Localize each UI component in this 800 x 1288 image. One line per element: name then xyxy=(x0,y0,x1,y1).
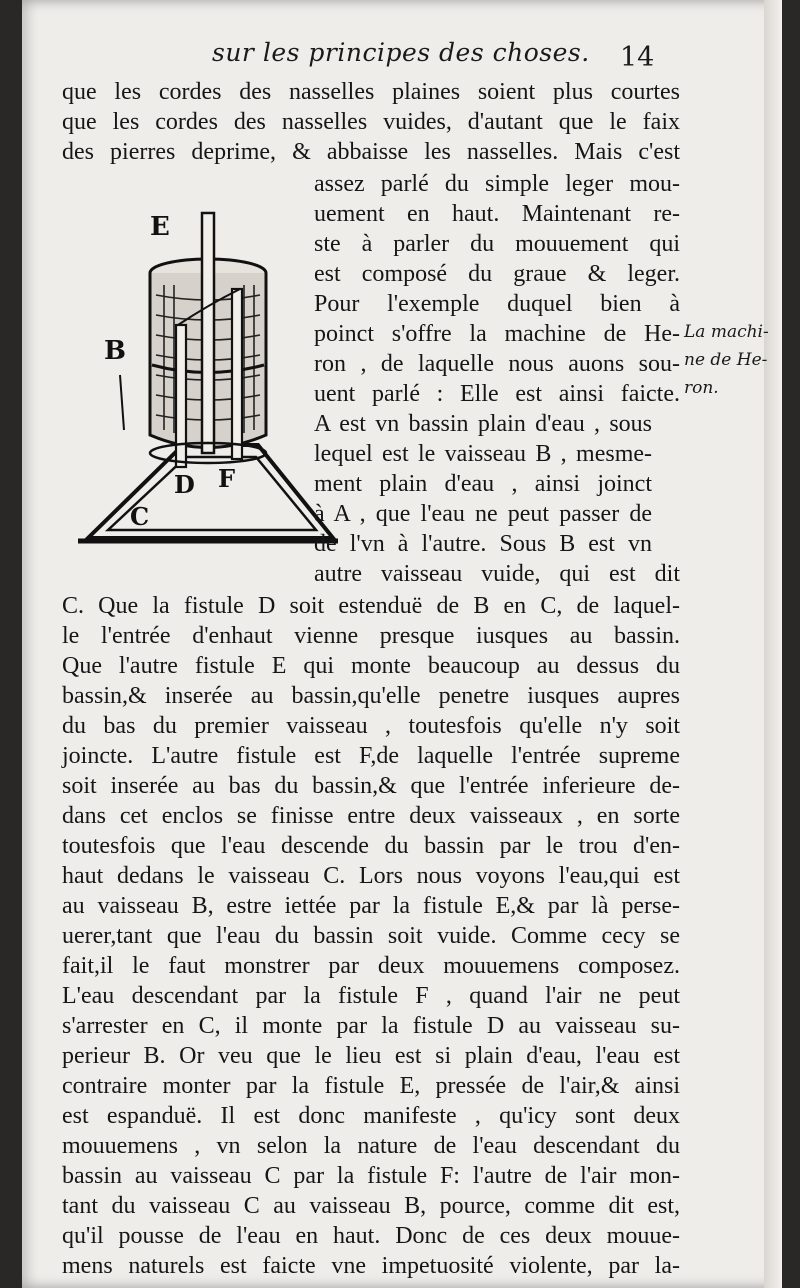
text-line: tant du vaisseau C au vaisseau B, pource, comme dit est, xyxy=(62,1193,680,1219)
text-line: de l'vn à l'autre. Sous B est vn xyxy=(314,531,652,557)
text-line: joincte. L'autre fistule est F,de laquelle l'entrée supreme xyxy=(62,743,680,769)
text-line: des pierres deprime, & abbaisse les nasselles. Mais c'est xyxy=(62,139,680,165)
text-line: uerer,tant que l'eau du bassin soit vuide. Comme cecy se xyxy=(62,923,680,949)
text-line: Que l'autre fistule E qui monte beaucoup au dessus du xyxy=(62,653,680,679)
figure-label-b: B xyxy=(104,336,126,366)
text-line: mouuemens , vn selon la nature de l'eau descendant du xyxy=(62,1133,680,1159)
heron-fountain-illustration xyxy=(68,205,348,555)
text-line: au vaisseau B, estre iettée par la fistule E,& par là perse- xyxy=(62,893,680,919)
text-line: que les cordes des nasselles plaines soient plus courtes xyxy=(62,79,680,105)
page-number: 14 xyxy=(620,42,655,73)
figure-label-c: C xyxy=(130,502,150,531)
text-line: à A , que l'eau ne peut passer de xyxy=(314,501,652,527)
figure-label-f: F xyxy=(218,464,236,493)
text-line: assez parlé du simple leger mou- xyxy=(314,171,680,197)
text-line: toutesfois que l'eau descende du bassin par le trou d'en- xyxy=(62,833,680,859)
text-line: fait,il le faut monstrer par deux mouuemens composez. xyxy=(62,953,680,979)
margin-note-line: La machi- xyxy=(684,322,769,342)
figure-label-d: D xyxy=(174,470,195,499)
text-line: perieur B. Or veu que le lieu est si plain d'eau, l'eau est xyxy=(62,1043,680,1069)
text-line: Pour l'exemple duquel bien à xyxy=(314,291,680,317)
text-line: haut dedans le vaisseau C. Lors nous voyons l'eau,qui est xyxy=(62,863,680,889)
text-line: contraire monter par la fistule E, pressée de l'air,& ainsi xyxy=(62,1073,680,1099)
text-line: ment plain d'eau , ainsi joinct xyxy=(314,471,652,497)
text-line: du bas du premier vaisseau , toutesfois qu'elle n'y soit xyxy=(62,713,680,739)
book-page xyxy=(22,0,782,1288)
figure-label-e: E xyxy=(150,212,170,242)
text-line: bassin au vaisseau C par la fistule F: l'autre de l'air mon- xyxy=(62,1163,680,1189)
text-line: que les cordes des nasselles vuides, d'autant que le faix xyxy=(62,109,680,135)
text-line: uement en haut. Maintenant re- xyxy=(314,201,680,227)
text-line: est espanduë. Il est donc manifeste , qu'icy sont deux xyxy=(62,1103,680,1129)
text-line: soit inserée au bas du bassin,& que l'entrée inferieure de- xyxy=(62,773,680,799)
text-line: uent parlé : Elle est ainsi faicte. xyxy=(314,381,680,407)
page-edge xyxy=(764,0,782,1288)
running-head: sur les principes des choses. xyxy=(212,38,590,67)
text-line: est composé du graue & leger. xyxy=(314,261,680,287)
text-line: C. Que la fistule D soit estenduë de B en C, de laquel- xyxy=(62,593,680,619)
text-line: qu'il pousse de l'eau en haut. Donc de ces deux mouue- xyxy=(62,1223,680,1249)
margin-note-line: ne de He- xyxy=(684,350,768,370)
text-line: L'eau descendant par la fistule F , quand l'air ne peut xyxy=(62,983,680,1009)
text-line: lequel est le vaisseau B , mesme- xyxy=(314,441,652,467)
text-line: autre vaisseau vuide, qui est dit xyxy=(314,561,680,587)
text-line: mens naturels est faicte vne impetuosité violente, par la- xyxy=(62,1253,680,1279)
text-line: A est vn bassin plain d'eau , sous xyxy=(314,411,652,437)
margin-note-line: ron. xyxy=(684,378,719,398)
text-line: poinct s'offre la machine de He- xyxy=(314,321,680,347)
text-line: s'arrester en C, il monte par la fistule D au vaisseau su- xyxy=(62,1013,680,1039)
text-line: le l'entrée d'enhaut vienne presque iusques au bassin. xyxy=(62,623,680,649)
text-line: ste à parler du mouuement qui xyxy=(314,231,680,257)
text-line: dans cet enclos se finisse entre deux vaisseaux , en sorte xyxy=(62,803,680,829)
text-line: bassin,& inserée au bassin,qu'elle penetre iusques aupres xyxy=(62,683,680,709)
text-line: ron , de laquelle nous auons sou- xyxy=(314,351,680,377)
